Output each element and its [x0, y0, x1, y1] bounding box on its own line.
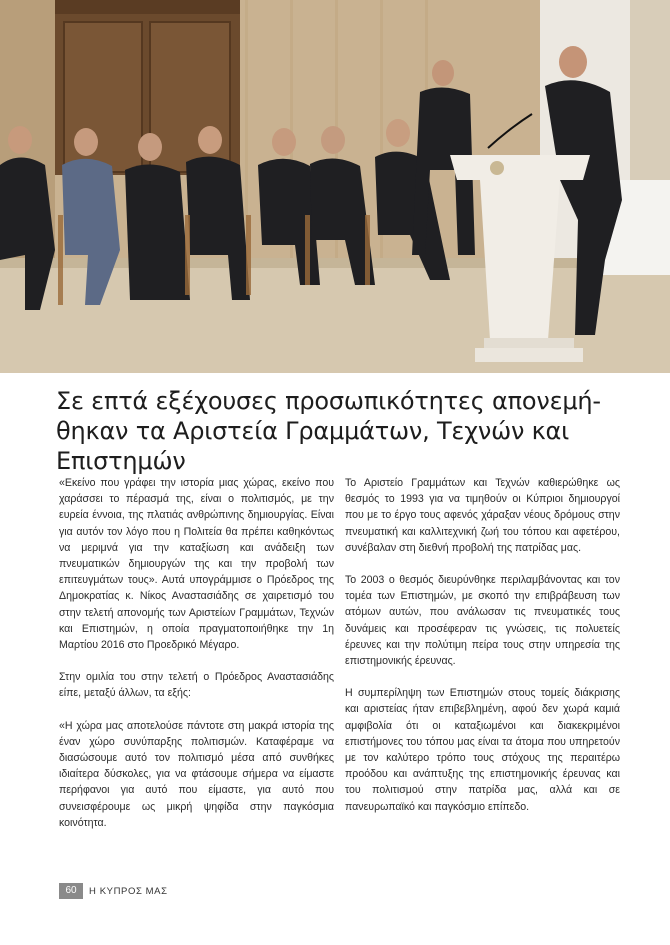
page-footer [59, 882, 168, 900]
right-column [345, 475, 620, 831]
paragraph: Η συμπερίληψη των Επιστημών στους τομείς διάκρισης και αριστείας ήταν επιβεβλημένη, αφού δεν χωρά καμιά αμφιβολία ότι οι καταξιωμένοι και διακεκριμένοι επιστήμονες του τόπου μας είναι τα άτομα που υπηρετούν με τον καλύτερο τρόπο τους στόχους της περαιτέρω προόδου και ανάπτυξης της επιστημονικής έρευνας και του πολιτισμού στην πατρίδα μας, αλλά και σε πανευρωπαϊκό και παγκόσμιο επίπεδο. [345, 687, 620, 813]
paragraph: Το Αριστείο Γραμμάτων και Τεχνών καθιερώθηκε ως θεσμός το 1993 για να τιμηθούν οι Κύπριοι δημιουργοί που με το έργο τους αφενός χάραξαν νέους δρόμους στην πνευματική και καλλιτεχνική ζωή του τόπου και αφετέρου, συνέβαλαν στη διεθνή προβολή της πατρίδας μας. [345, 477, 620, 554]
paragraph: Στην ομιλία του στην τελετή ο Πρόεδρος Αναστασιάδης είπε, μεταξύ άλλων, τα εξής: [59, 671, 334, 700]
ceremony-photo [0, 0, 670, 373]
left-column [59, 475, 334, 847]
page-number: 60 [59, 883, 83, 899]
paragraph: «Εκείνο που γράφει την ιστορία μιας χώρας, εκείνο που χαράσσει το πέρασμά της, είναι ο πολιτισμός, με την ευρεία έννοια, της πλατιάς ανθρώπινης δημιουργίας. Είναι για αυτόν τον λόγο που η Πολιτεία θα πρέπει καθηκόντως να μεριμνά για την καταξίωση και ανάδειξη των πνευματικών δημιουργών της και την προβολή των επιτευγμάτων τους». Αυτά υπογράμμισε ο Πρόεδρος της Δημοκρατίας κ. Νίκος Αναστασιάδης σε χαιρετισμό του στην τελετή απονομής των Αριστείων Γραμμάτων, Τεχνών και Επιστημών, η οποία πραγματοποιήθηκε την 1η Μαρτίου 2016 στο Προεδρικό Μέγαρο. [59, 477, 334, 652]
article-headline: Σε επτά εξέχουσες προσωπικότητες απονεμή-θηκαν τα Αριστεία Γραμμάτων, Τεχνών και Επιστημών [56, 387, 601, 475]
paragraph: «Η χώρα μας αποτελούσε πάντοτε στη μακρά ιστορία της έναν χώρο συνύπαρξης πολιτισμών. Καταφέραμε να διασώσουμε αυτό τον πολιτισμό μέσα από συνθήκες ιδιαίτερα δύσκολες, για να φτάσουμε σήμερα να είμαστε περήφανοι για αυτό που είμαστε, για αυτό που συνεισφέρουμε ως μικρή ψηφίδα στην παγκόσμια κοινότητα. [59, 719, 334, 829]
paragraph: Το 2003 ο θεσμός διευρύνθηκε περιλαμβάνοντας και τον τομέα των Επιστημών, με σκοπό την επιβράβευση των ατόμων αυτών, που ανάλωσαν τις πνευματικές τους δυνάμεις και προσέφεραν τις γνώσεις, τις πολυετείς έρευνες και την πολύτιμη πείρα τους στην υπηρεσία της επιστημονικής έρευνας. [345, 574, 620, 668]
publication-name: Η ΚΥΠΡΟΣ ΜΑΣ [89, 885, 168, 897]
